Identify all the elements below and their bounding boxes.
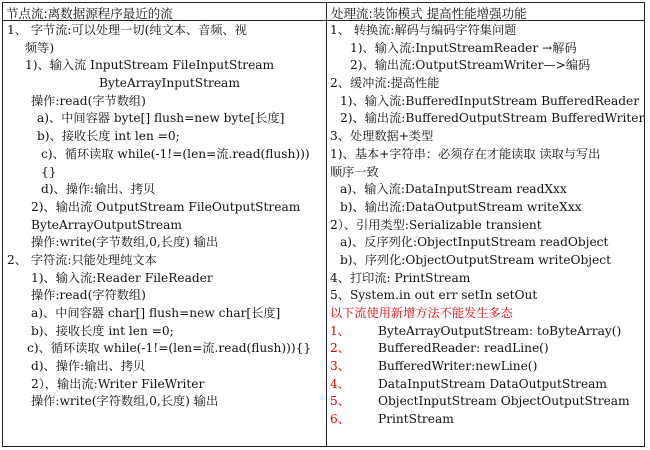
right-line: 5、System.in out err setIn setOut bbox=[330, 288, 538, 303]
right-line: 顺序一致 bbox=[330, 164, 379, 179]
left-column-header: 节点流:离数据源程序最近的流 bbox=[6, 6, 173, 21]
item-number: 4、 bbox=[330, 376, 350, 391]
right-line: a)、反序列化:ObjectInputStream readObject bbox=[340, 235, 609, 250]
left-line: 频等) bbox=[25, 40, 55, 55]
left-line: c)、循环读取 while(-1!=(len=流.read(flush))){} bbox=[27, 341, 312, 356]
right-line: 2)、输出流:BufferedOutputStream BufferedWriter bbox=[340, 111, 644, 126]
item-number: 6、 bbox=[330, 412, 350, 427]
item-text: BufferedWriter:newLine() bbox=[378, 359, 538, 374]
left-line: d)、操作:输出、拷贝 bbox=[31, 359, 146, 374]
right-line: 1)、基本+字符串：必须存在才能读取 读取与写出 bbox=[330, 146, 601, 161]
item-text: BufferedReader: readLine() bbox=[378, 341, 549, 356]
left-line: ByteArrayInputStream bbox=[99, 76, 240, 91]
left-line: 2、 字符流:只能处理纯文本 bbox=[7, 252, 157, 267]
right-line bbox=[330, 411, 644, 429]
left-line: ByteArrayOutputStream bbox=[31, 217, 182, 232]
right-line bbox=[330, 340, 644, 358]
left-line: b)、接收长度 int len =0; bbox=[31, 323, 174, 338]
left-line: a)、中间容器 char[] flush=new char[长度] bbox=[31, 306, 281, 320]
item-text: ByteArrayOutputStream: toByteArray() bbox=[378, 323, 622, 338]
item-number: 3、 bbox=[330, 359, 350, 374]
right-line bbox=[330, 376, 644, 394]
left-line: a)、中间容器 byte[] flush=new byte[长度] bbox=[37, 111, 285, 126]
left-line: 操作:write(字节数组,0,长度) 输出 bbox=[31, 235, 219, 250]
right-line: 以下流使用新增方法不能发生多态 bbox=[330, 306, 513, 320]
right-line: 3、处理数据+类型 bbox=[330, 129, 434, 144]
item-number: 2、 bbox=[330, 341, 350, 356]
right-line: 2、缓冲流:提高性能 bbox=[330, 76, 440, 91]
left-line: 1)、输入流 InputStream FileInputStream bbox=[25, 58, 275, 73]
right-line: b)、输出流:DataOutputStream writeXxx bbox=[340, 199, 582, 214]
item-number: 5、 bbox=[330, 394, 350, 409]
left-line: {} bbox=[41, 164, 57, 179]
right-line: b)、序列化:ObjectOutputStream writeObject bbox=[340, 252, 611, 267]
left-line: 1)、输入流:Reader FileReader bbox=[31, 270, 213, 285]
left-line: 2），输出流:Writer FileWriter bbox=[31, 376, 205, 391]
right-line: 2)、输出流:OutputStreamWriter—>编码 bbox=[350, 58, 591, 73]
right-line: a)、输入流:DataInputStream readXxx bbox=[340, 182, 567, 197]
right-column-header: 处理流:装饰模式 提高性能增强功能 bbox=[331, 6, 527, 21]
left-line: 1、 字节流:可以处理一切(纯文本、音频、视 bbox=[7, 23, 247, 37]
left-line: 操作:write(字符数组,0,长度) 输出 bbox=[31, 394, 219, 409]
right-line: 2）、引用类型:Serializable transient bbox=[330, 217, 542, 232]
left-column-body bbox=[7, 22, 323, 411]
right-line bbox=[330, 323, 644, 341]
right-line: 1)、输入流:BufferedInputStream BufferedReader bbox=[340, 93, 640, 108]
item-text: ObjectInputStream ObjectOutputStream bbox=[378, 394, 630, 409]
right-line bbox=[330, 393, 644, 411]
item-number: 1、 bbox=[330, 323, 350, 338]
column-divider bbox=[326, 3, 327, 446]
left-line: b)、接收长度 int len =0; bbox=[37, 129, 180, 144]
left-line: d)、操作:输出、拷贝 bbox=[41, 182, 156, 197]
right-line: 1)、输入流:InputStreamReader →解码 bbox=[350, 40, 577, 55]
item-text: DataInputStream DataOutputStream bbox=[378, 376, 607, 391]
left-line: c)、循环读取 while(-1!=(len=流.read(flush))) bbox=[41, 146, 310, 161]
left-line: 操作:read(字符数组) bbox=[31, 288, 146, 303]
right-line: 1、 转换流:解码与编码字符集问题 bbox=[330, 23, 517, 37]
right-column-body bbox=[330, 22, 644, 429]
right-line bbox=[330, 358, 644, 376]
comparison-table bbox=[2, 2, 645, 447]
item-text: PrintStream bbox=[378, 412, 454, 427]
left-line: 操作:read(字节数组) bbox=[31, 93, 146, 108]
left-line: 2)、输出流 OutputStream FileOutputStream bbox=[31, 199, 301, 214]
right-line: 4、打印流: PrintStream bbox=[330, 270, 471, 285]
